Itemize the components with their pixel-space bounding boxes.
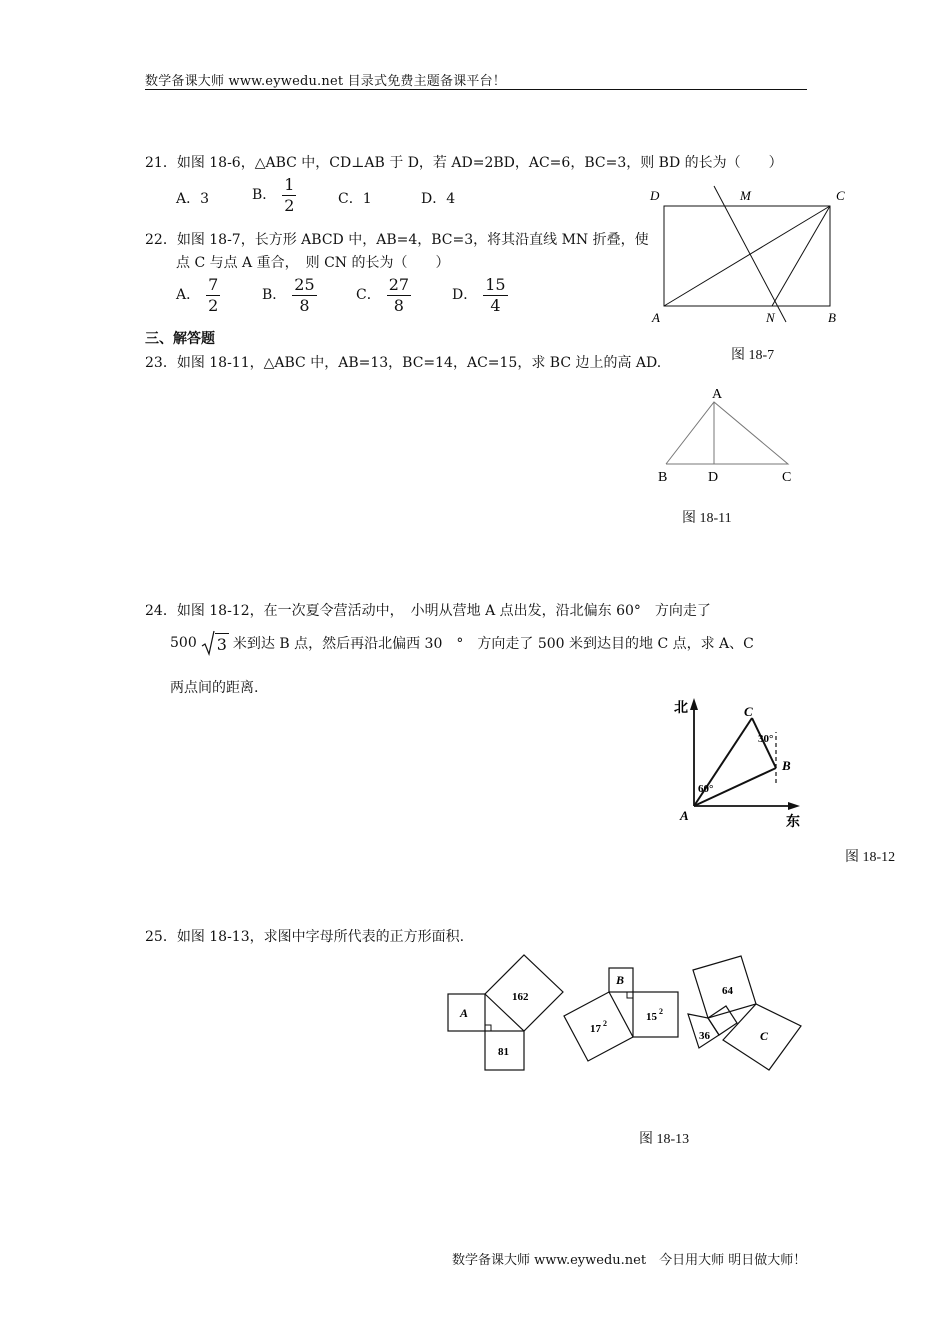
q22-option-b-label: B．: [262, 287, 287, 304]
fraction-denominator: 2: [208, 295, 219, 315]
north-arrow-icon: [690, 698, 698, 710]
q21-option-d: D．4: [421, 191, 456, 207]
fraction-numerator: 15: [485, 275, 506, 294]
figure-18-11: [650, 382, 800, 486]
fraction-denominator: 4: [490, 295, 501, 315]
fraction-denominator: 8: [393, 295, 404, 315]
fraction-denominator: 2: [284, 195, 295, 215]
question-24-line3: 两点间的距离.: [170, 680, 259, 696]
label-c: C: [760, 1029, 769, 1043]
question-21: 21．如图 18-6，△ABC 中，CD⊥AB 于 D，若 AD=2BD，AC=6，BC=3，则 BD 的长为（ ）: [145, 155, 783, 171]
q22-option-a-fraction: [206, 276, 220, 314]
q21-option-b-label: B．: [252, 187, 277, 204]
label-b: B: [828, 310, 836, 325]
q22-option-a: [176, 276, 220, 314]
distance-prefix: 500: [170, 635, 197, 651]
label-a: A: [652, 310, 660, 325]
label-east: 东: [786, 815, 800, 830]
square-group-2: [564, 968, 678, 1061]
question-22-line2: 点 C 与点 A 重合， 则 CN 的长为（ ）: [176, 255, 450, 271]
diagonal-ac: [664, 206, 830, 306]
fraction-numerator: 7: [208, 275, 219, 294]
question-24-line2-rest: 米到达 B 点，然后再沿北偏西 30 ° 方向走了 500 米到达目的地 C 点，求 A、C: [232, 636, 754, 652]
label-a: A: [680, 808, 689, 823]
question-22-line1: 22．如图 18-7，长方形 ABCD 中，AB=4，BC=3，将其沿直线 MN 折叠，使: [145, 232, 649, 248]
q21-option-a: A．3: [176, 191, 210, 207]
label-15-exponent: 2: [659, 1007, 663, 1016]
question-24-line2: [170, 630, 754, 656]
page-header: 数学备课大师 www.eywedu.net 目录式免费主题备课平台！: [145, 74, 507, 89]
label-m: M: [740, 188, 751, 203]
label-angle-60: 60°: [698, 783, 714, 795]
label-n: N: [766, 310, 775, 325]
figure-18-13: [440, 950, 810, 1078]
q21-option-c: C．1: [338, 191, 372, 207]
radical-sign: [201, 630, 215, 656]
figure-18-7: [648, 184, 850, 326]
question-25: 25．如图 18-13，求图中字母所代表的正方形面积.: [145, 929, 465, 945]
q22-option-c-fraction: [387, 276, 411, 314]
right-angle-mark: [485, 1025, 491, 1031]
triangle-abc: [666, 402, 788, 464]
q22-option-c: [356, 276, 411, 314]
page-footer: 数学备课大师 www.eywedu.net 今日用大师 明日做大师！: [452, 1253, 807, 1268]
label-c: C: [782, 470, 792, 485]
label-15: 15: [646, 1011, 657, 1023]
q22-option-c-label: C．: [356, 287, 381, 304]
segment-cn: [772, 206, 830, 306]
q22-option-a-label: A．: [176, 287, 201, 304]
q22-option-d-label: D．: [452, 287, 478, 304]
fraction-numerator: 1: [284, 175, 295, 194]
label-64: 64: [722, 985, 733, 997]
q22-option-b: [262, 276, 317, 314]
label-b: B: [616, 973, 625, 987]
sqrt-expression: [201, 630, 229, 656]
header-divider: [145, 89, 807, 90]
label-c: C: [744, 704, 753, 719]
label-a: A: [460, 1006, 469, 1020]
q21-option-b-fraction: [282, 176, 296, 214]
east-arrow-icon: [788, 802, 800, 810]
question-24-line1: 24．如图 18-12，在一次夏令营活动中， 小明从营地 A 点出发，沿北偏东 60° 方向走了: [145, 603, 711, 619]
figure-18-12: [668, 692, 808, 832]
caption-figure-18-13: 图 18-13: [639, 1132, 690, 1147]
label-17: 17: [590, 1023, 601, 1035]
label-d: D: [650, 188, 660, 203]
label-b: B: [782, 758, 791, 773]
fraction-numerator: 27: [388, 275, 410, 294]
radicand: 3: [216, 635, 227, 655]
label-c: C: [836, 188, 845, 203]
square-group-1: [448, 955, 563, 1070]
question-23: 23．如图 18-11，△ABC 中，AB=13，BC=14，AC=15，求 BC 边上的高 AD.: [145, 355, 662, 371]
section-title: 三、解答题: [145, 331, 215, 347]
label-d: D: [708, 470, 719, 485]
caption-figure-18-11: 图 18-11: [682, 511, 732, 526]
q22-option-b-fraction: [292, 276, 316, 314]
label-north: 北: [674, 701, 688, 716]
fraction-numerator: 25: [294, 275, 315, 294]
caption-figure-18-7: 图 18-7: [731, 348, 775, 363]
caption-figure-18-12: 图 18-12: [845, 850, 896, 865]
q21-option-b: [252, 176, 296, 214]
label-36: 36: [699, 1030, 710, 1042]
label-17-exponent: 2: [603, 1019, 607, 1028]
q22-option-d: [452, 276, 508, 314]
label-81: 81: [498, 1046, 509, 1058]
right-angle-mark: [627, 992, 633, 998]
q22-option-d-fraction: [483, 276, 507, 314]
square-group-3: [688, 956, 801, 1070]
fraction-denominator: 8: [299, 295, 310, 315]
label-angle-30: 30°: [758, 733, 774, 745]
label-162: 162: [512, 991, 529, 1003]
label-a: A: [712, 387, 723, 402]
label-b: B: [658, 470, 668, 485]
